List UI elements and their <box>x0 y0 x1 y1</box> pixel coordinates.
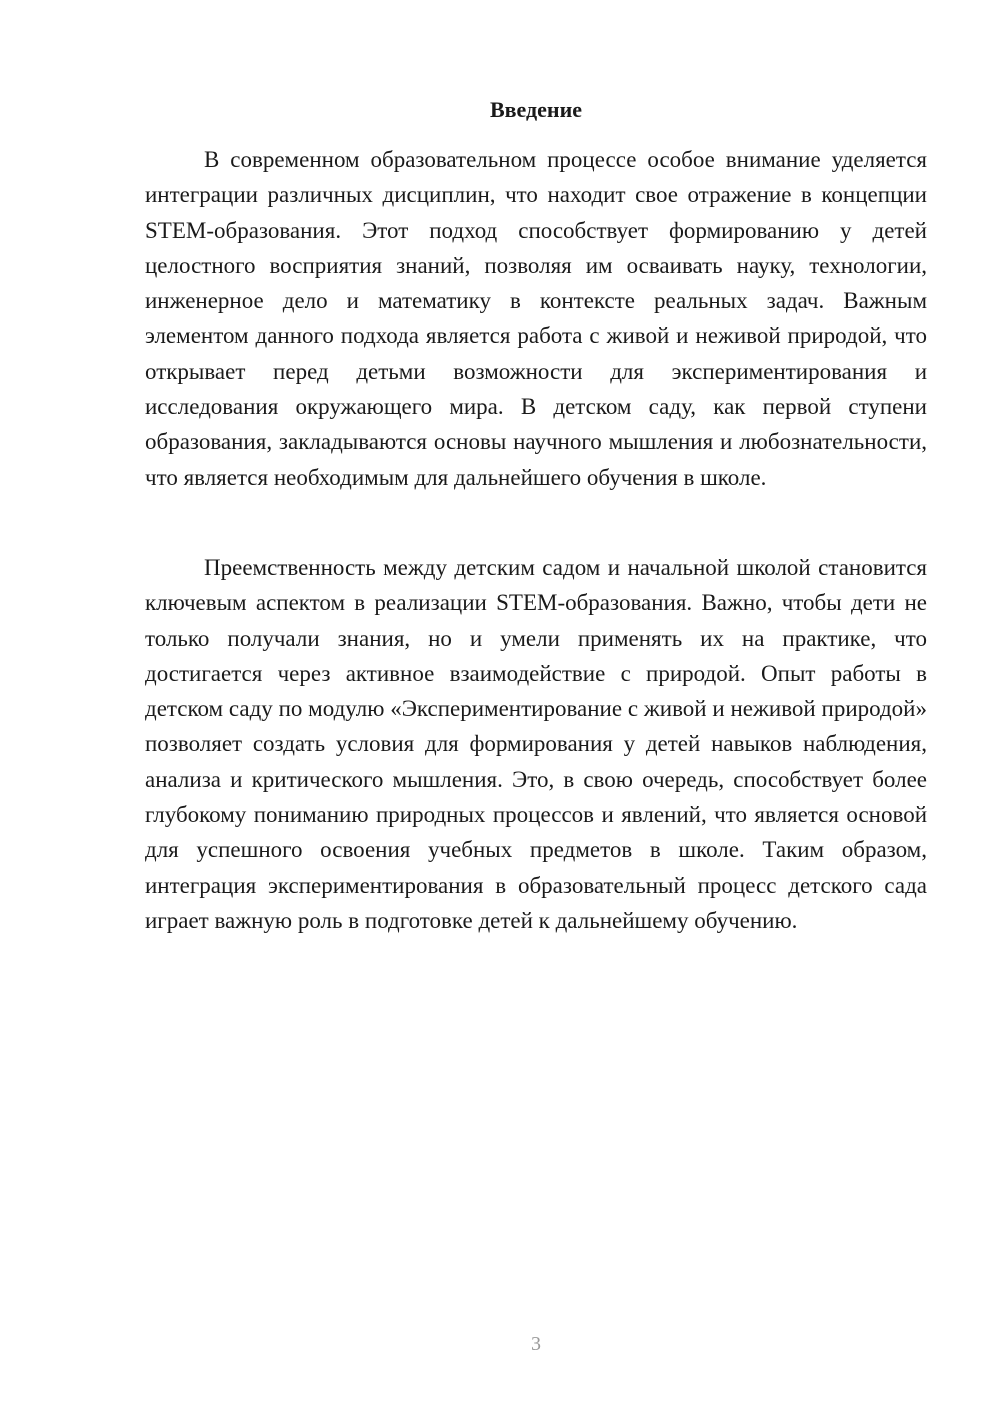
paragraph-2: Преемственность между детским садом и начальной школой становится ключевым аспектом в реализации STEM-образования. Важно, чтобы дети не только получали знания, но и умели применять их на практике, что достигается через активное взаимодействие с природой. Опыт работы в детском саду по модулю «Экспериментирование с живой и неживой природой» позволяет создать условия для формирования у детей навыков наблюдения, анализа и критического мышления. Это, в свою очередь, способствует более глубокому пониманию природных процессов и явлений, что является основой для успешного освоения учебных предметов в школе. Таким образом, интеграция экспериментирования в образовательный процесс детского сада играет важную роль в подготовке детей к дальнейшему обучению. <box>145 555 927 933</box>
section-heading: Введение <box>489 97 583 122</box>
paragraph-1: В современном образовательном процессе особое внимание уделяется интеграции различных дисциплин, что находит свое отражение в концепции STEM-образования. Этот подход способствует формированию у детей целостного восприятия знаний, позволяя им осваивать науку, технологии, инженерное дело и математику в контексте реальных задач. Важным элементом данного подхода является работа с живой и неживой природой, что открывает перед детьми возможности для экспериментирования и исследования окружающего мира. В детском саду, как первой ступени образования, закладываются основы научного мышления и любознательности, что является необходимым для дальнейшего обучения в школе. <box>145 147 927 490</box>
page-number: 3 <box>531 1333 541 1355</box>
